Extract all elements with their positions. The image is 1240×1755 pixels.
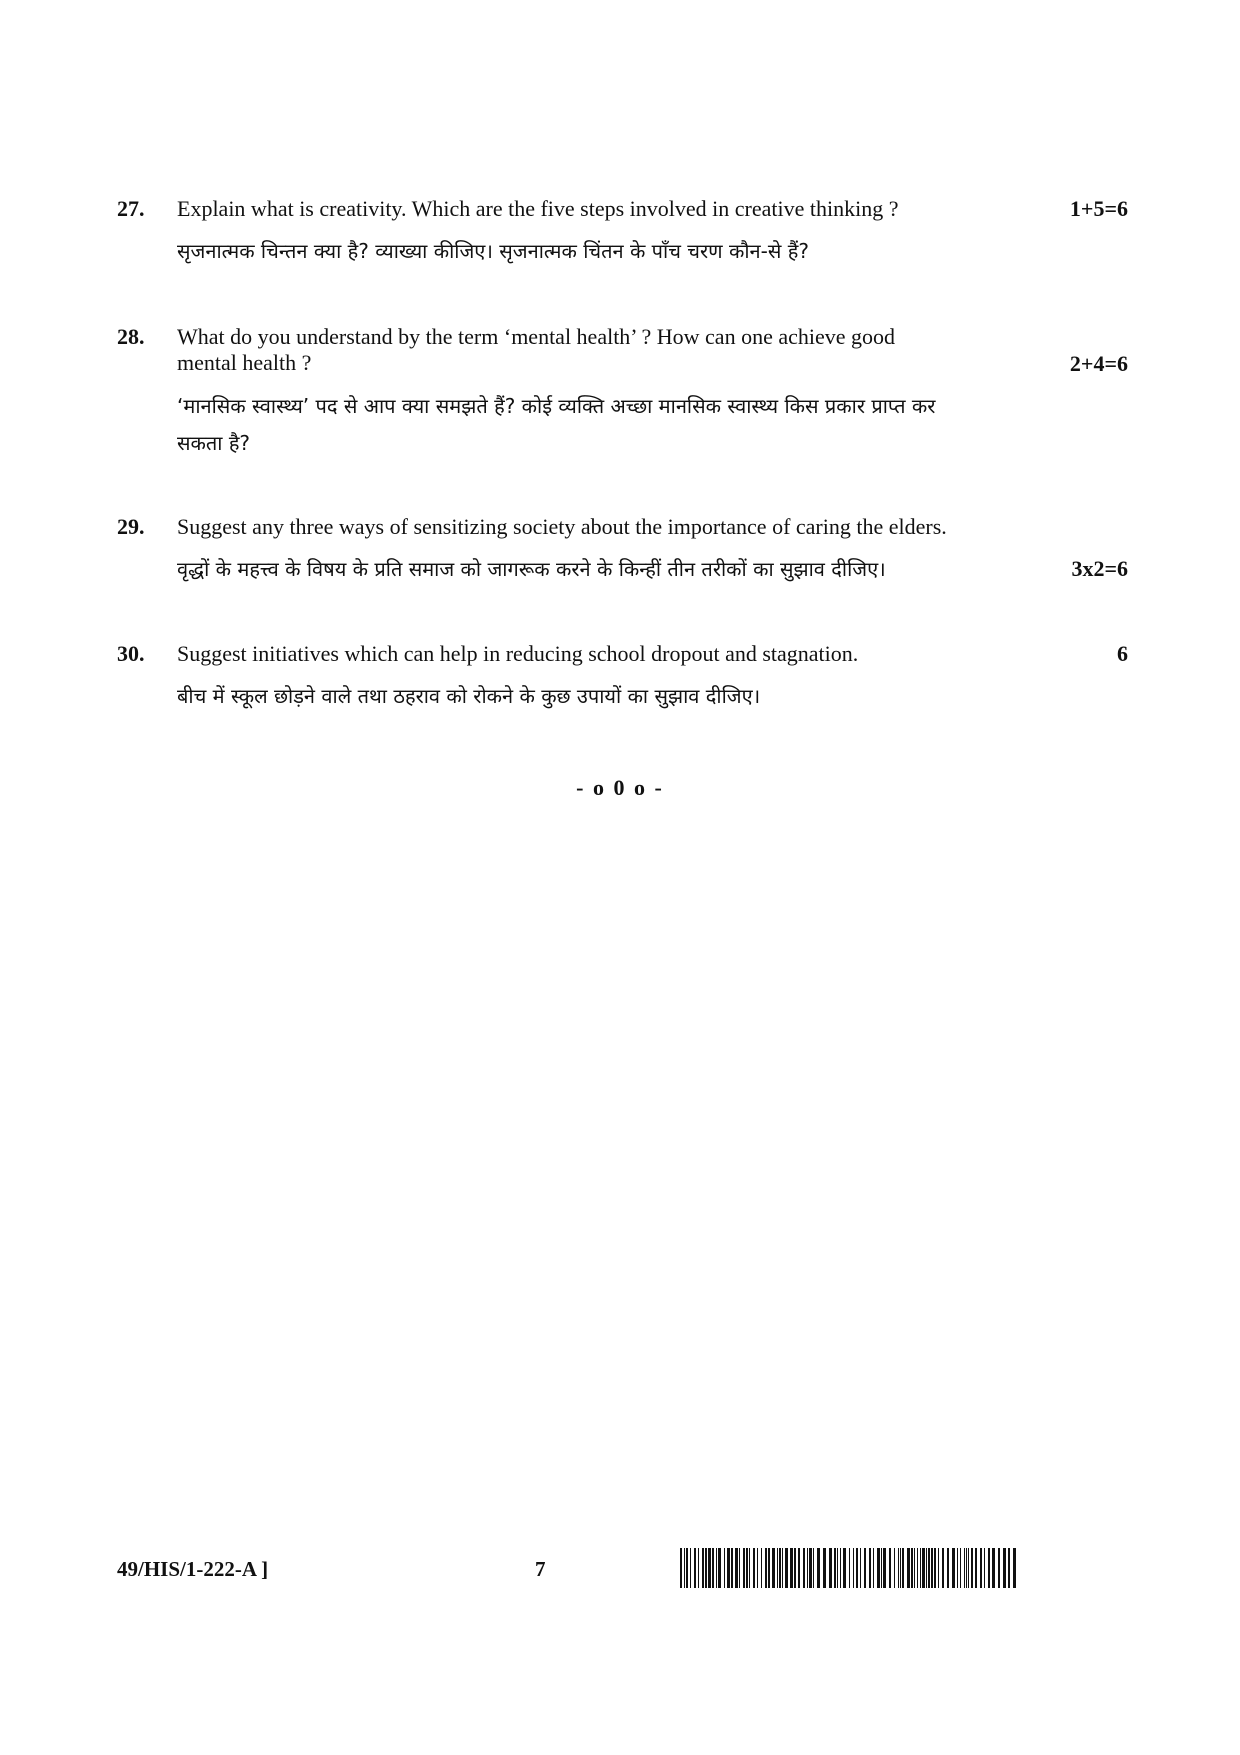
question-english-line: What do you understand by the term ‘mental health’ ? How can one achieve good: [177, 324, 896, 349]
question-number: 30.: [117, 641, 145, 666]
end-of-paper-mark: - o 0 o -: [576, 775, 664, 800]
question-marks: 2+4=6: [1069, 351, 1128, 376]
question-hindi-line: सकता है?: [177, 431, 251, 455]
question-hindi-line: बीच में स्कूल छोड़ने वाले तथा ठहराव को रोकने के कुछ उपायों का सुझाव दीजिए।: [177, 684, 761, 708]
question-marks: 1+5=6: [1069, 196, 1128, 221]
question-english-line: Suggest initiatives which can help in reducing school dropout and stagnation.: [177, 641, 859, 666]
page-number: 7: [535, 1557, 546, 1581]
question-english-line: Suggest any three ways of sensitizing society about the importance of caring the elders.: [177, 514, 947, 539]
paper-code: 49/HIS/1-222-A ]: [117, 1557, 269, 1581]
question-number: 29.: [117, 514, 145, 539]
question-hindi-line: वृद्धों के महत्त्व के विषय के प्रति समाज को जागरूक करने के किन्हीं तीन तरीकों का सुझाव दीजिए।: [177, 557, 886, 581]
question-marks: 6: [1117, 641, 1128, 666]
question-marks: 3x2=6: [1071, 556, 1128, 581]
barcode-icon: [680, 1548, 1018, 1588]
question-number: 27.: [117, 196, 145, 221]
question-hindi-line: सृजनात्मक चिन्तन क्या है? व्याख्या कीजिए। सृजनात्मक चिंतन के पाँच चरण कौन-से हैं?: [177, 239, 809, 263]
question-number: 28.: [117, 324, 145, 349]
question-english-line: Explain what is creativity. Which are the five steps involved in creative thinking ?: [177, 196, 899, 221]
question-hindi-line: ‘मानसिक स्वास्थ्य’ पद से आप क्या समझते हैं? कोई व्यक्ति अच्छा मानसिक स्वास्थ्य किस प्रकार प्राप्त कर: [177, 394, 936, 418]
question-english-line: mental health ?: [177, 350, 312, 375]
